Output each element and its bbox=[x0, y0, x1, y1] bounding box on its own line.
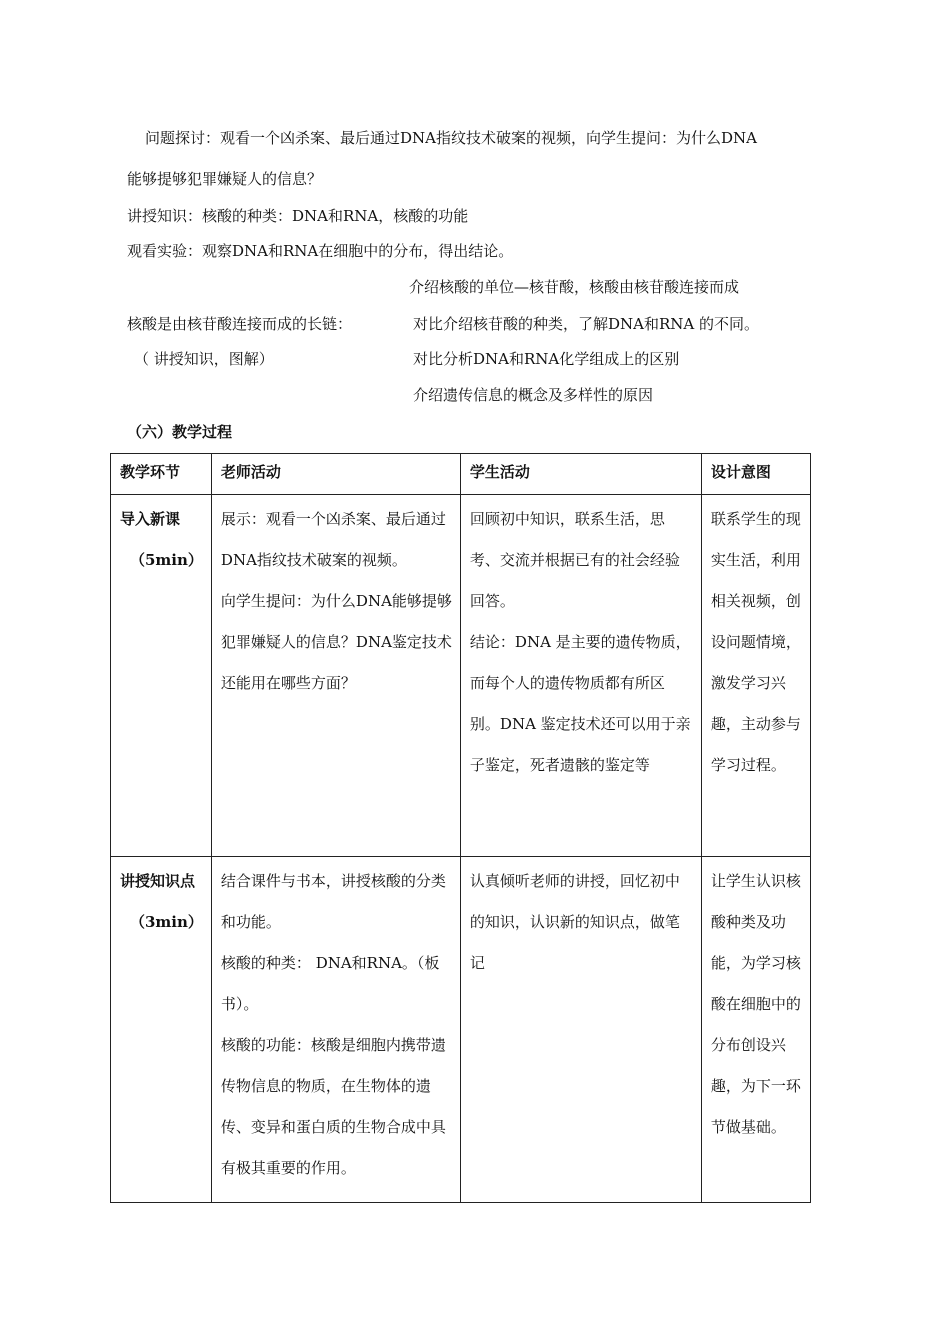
structure-item: 对比分析DNA和RNA化学组成上的区别 bbox=[413, 350, 680, 368]
intro-question-cont: 能够提够犯罪嫌疑人的信息？ bbox=[127, 170, 323, 188]
intro-knowledge: 讲授知识：核酸的种类：DNA和RNA，核酸的功能 bbox=[127, 207, 469, 225]
stage-time: （3min） bbox=[130, 913, 203, 931]
student-cell bbox=[460, 857, 701, 1203]
intent-para: 让学生认识核酸种类及功能，为学习核酸在细胞中的分布创设兴趣，为下一环节做基础。 bbox=[710, 872, 801, 1136]
intro-question: 问题探讨：观看一个凶杀案、最后通过DNA指纹技术破案的视频，向学生提问：为什么DNA bbox=[145, 129, 757, 147]
teacher-cell bbox=[211, 495, 460, 857]
student-para: 回顾初中知识，联系生活，思考、交流并根据已有的社会经验回答。 bbox=[469, 510, 680, 610]
stage-cell bbox=[111, 495, 212, 857]
teacher-para: 核酸的种类： DNA和RNA。（板书）。 bbox=[220, 954, 440, 1013]
structure-item: 对比介绍核苷酸的种类，了解DNA和RNA 的不同。 bbox=[413, 315, 760, 333]
structure-item: 介绍核酸的单位—核苷酸，核酸由核苷酸连接而成 bbox=[409, 278, 740, 296]
stage-cell bbox=[111, 857, 212, 1203]
stage-time: （5min） bbox=[130, 551, 203, 569]
header-teacher: 老师活动 bbox=[211, 454, 460, 495]
structure-item: 介绍遗传信息的概念及多样性的原因 bbox=[413, 386, 654, 404]
header-intent: 设计意图 bbox=[701, 454, 810, 495]
student-para: 认真倾听老师的讲授，回忆初中的知识，认识新的知识点，做笔记 bbox=[469, 872, 680, 972]
intent-cell bbox=[701, 495, 810, 857]
teacher-para: 展示：观看一个凶杀案、最后通过DNA指纹技术破案的视频。 bbox=[220, 510, 446, 569]
header-stage: 教学环节 bbox=[111, 454, 212, 495]
stage-name: 讲授知识点 bbox=[120, 872, 196, 890]
table-row bbox=[111, 857, 811, 1203]
teacher-para: 结合课件与书本，讲授核酸的分类和功能。 bbox=[220, 872, 446, 931]
intent-para: 联系学生的现实生活，利用相关视频，创设问题情境，激发学习兴趣，主动参与学习过程。 bbox=[710, 510, 801, 774]
stage-name: 导入新课 bbox=[120, 510, 181, 528]
structure-main: 核酸是由核苷酸连接而成的长链： bbox=[127, 315, 353, 333]
teacher-para: 核酸的功能：核酸是细胞内携带遗传物信息的物质，在生物体的遗传、变异和蛋白质的生物合成中具有极其重要的作用。 bbox=[220, 1036, 446, 1177]
table-row bbox=[111, 495, 811, 857]
teacher-para: 向学生提问：为什么DNA能够提够犯罪嫌疑人的信息？DNA鉴定技术还能用在哪些方面？ bbox=[220, 592, 452, 692]
table-header-row bbox=[111, 454, 811, 495]
teaching-process-table bbox=[110, 453, 811, 1203]
header-student: 学生活动 bbox=[460, 454, 701, 495]
structure-note: （ 讲授知识，图解） bbox=[134, 350, 274, 368]
teacher-cell bbox=[211, 857, 460, 1203]
section-title: （六）教学过程 bbox=[127, 423, 233, 441]
intent-cell bbox=[701, 857, 810, 1203]
intro-experiment: 观看实验：观察DNA和RNA在细胞中的分布，得出结论。 bbox=[127, 242, 514, 260]
student-para: 结论：DNA 是主要的遗传物质，而每个人的遗传物质都有所区别。DNA 鉴定技术还可以用于亲子鉴定，死者遗骸的鉴定等 bbox=[469, 633, 691, 774]
student-cell bbox=[460, 495, 701, 857]
